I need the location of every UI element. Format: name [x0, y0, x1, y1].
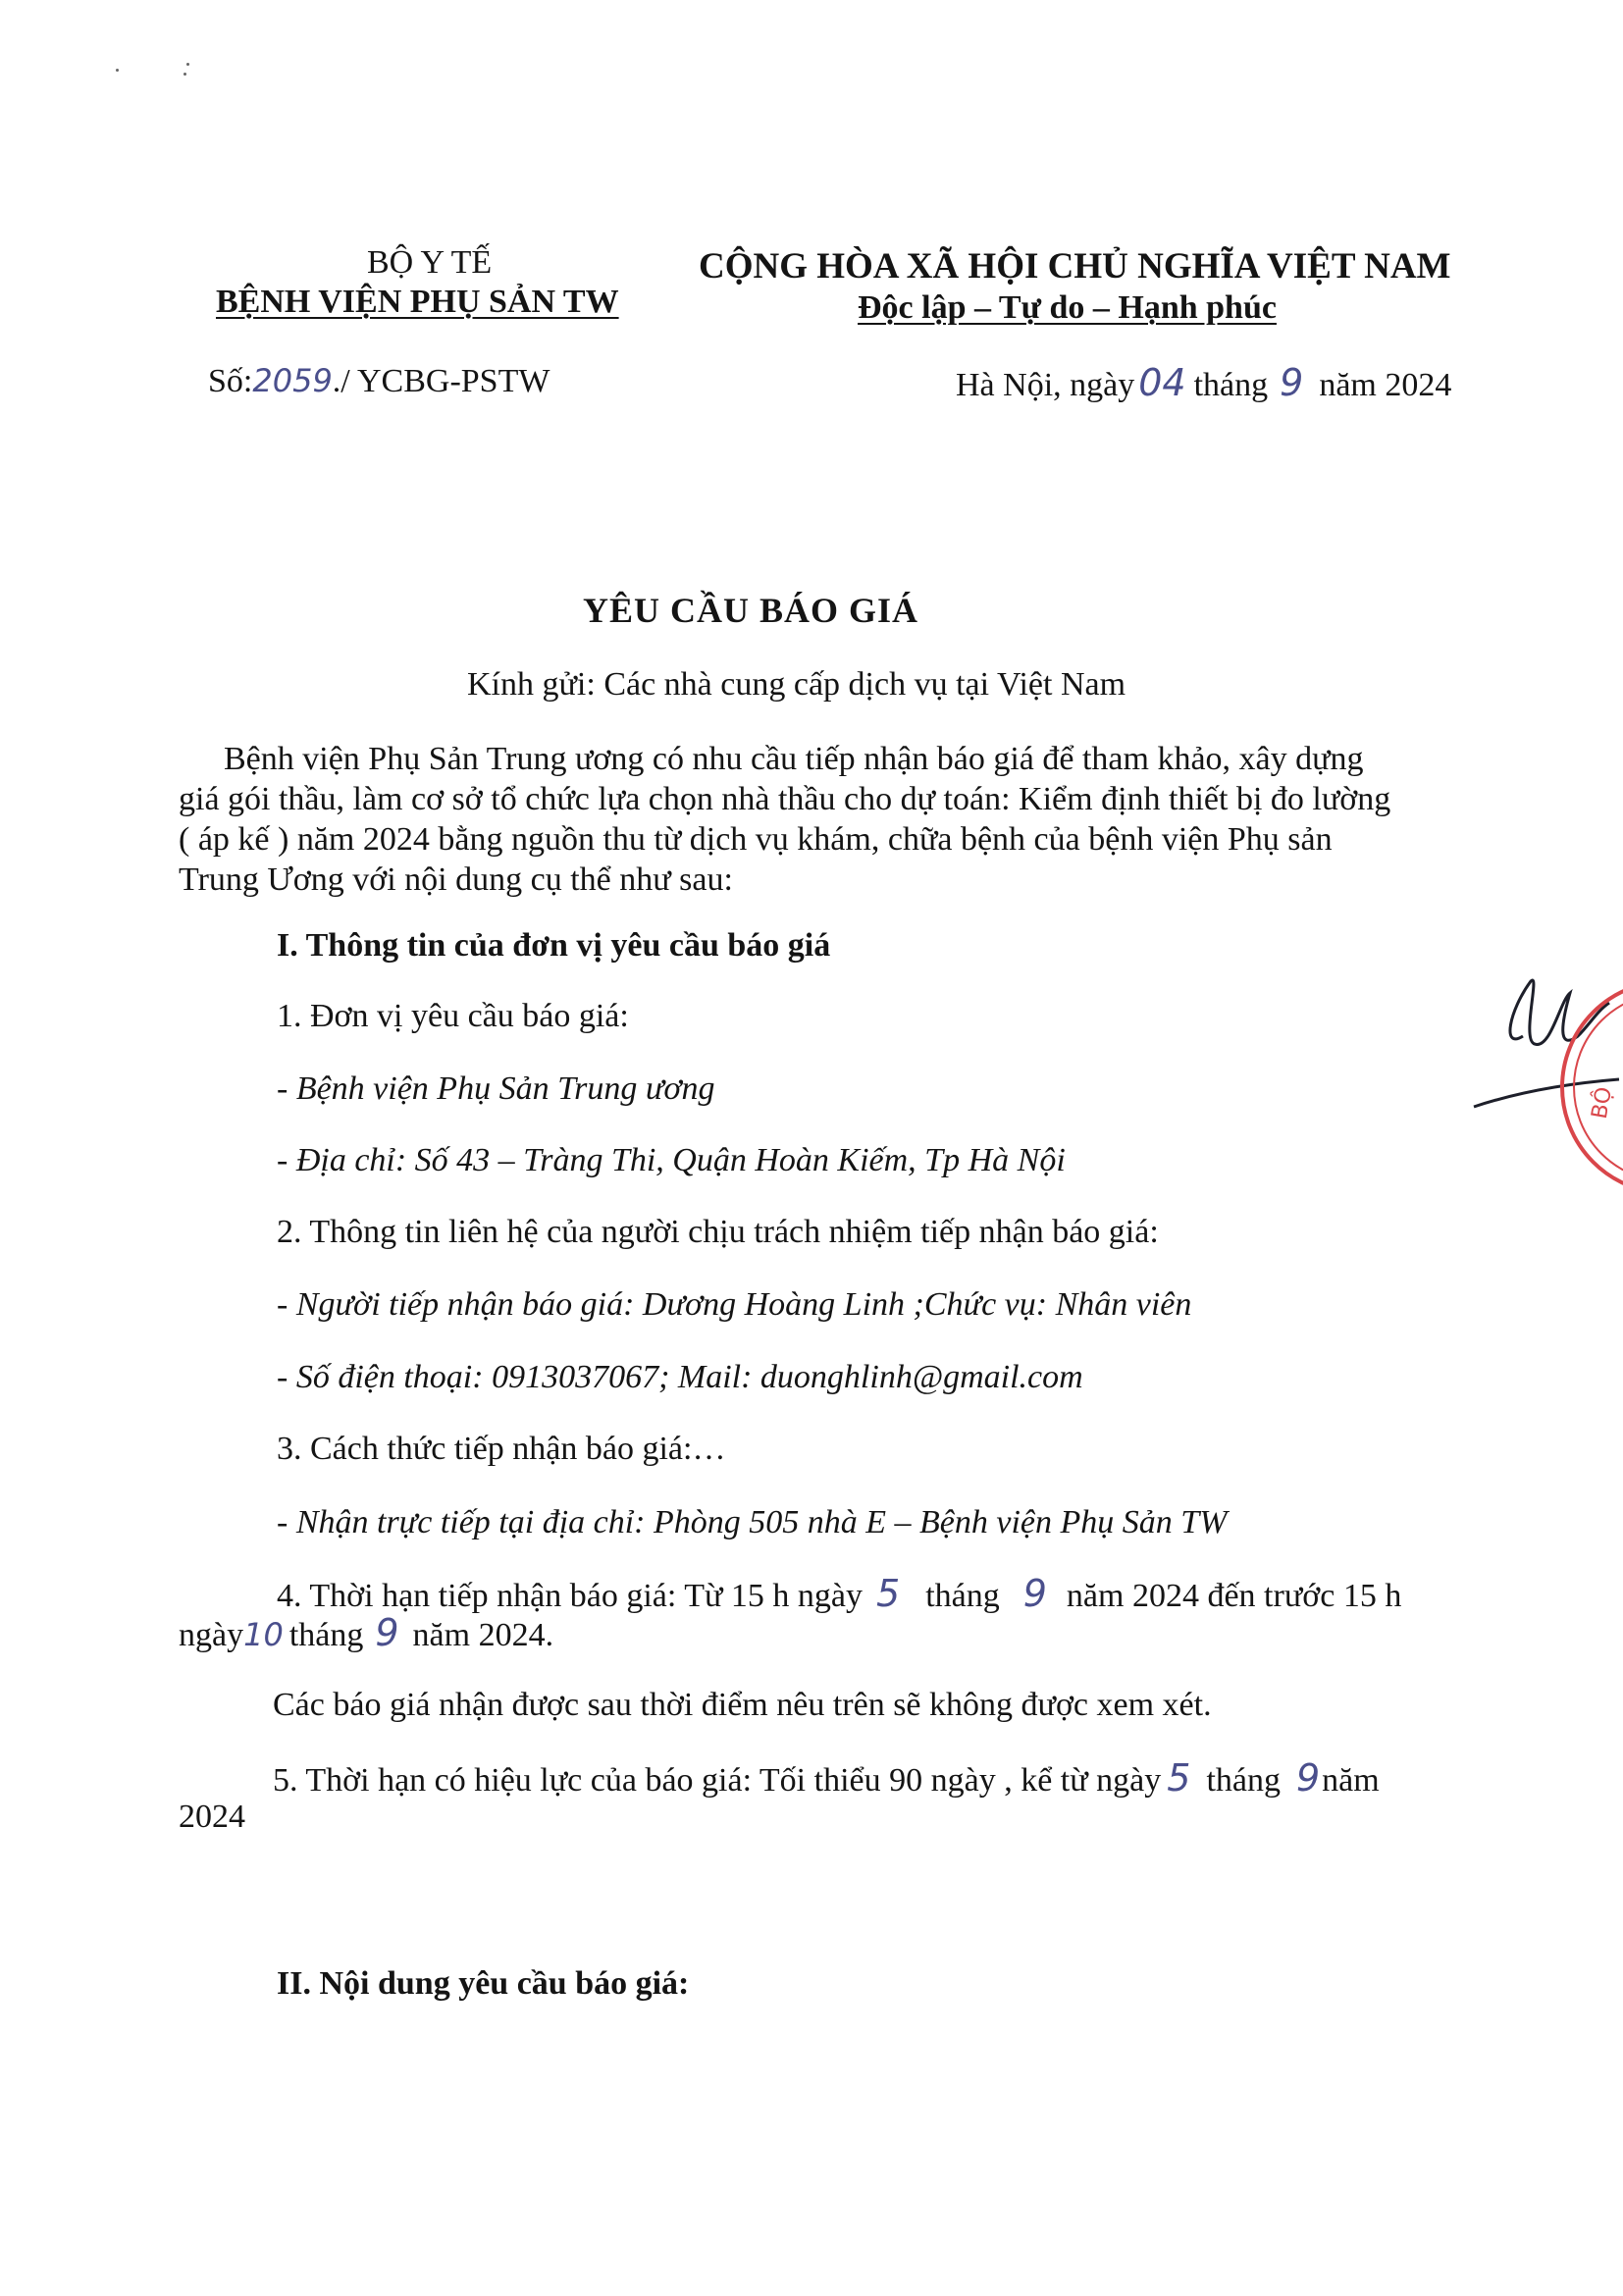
- item4-mid: năm 2024 đến trước 15 h: [1066, 1578, 1402, 1614]
- intro-line-2: giá gói thầu, làm cơ sở tổ chức lựa chọn nhà thầu cho dự toán: Kiểm định thiết bị đo lường: [179, 781, 1391, 817]
- nation-motto: Độc lập – Tự do – Hạnh phúc: [858, 289, 1277, 326]
- item5-line-1: [273, 1758, 1380, 1800]
- item3-method: - Nhận trực tiếp tại địa chỉ: Phòng 505 nhà E – Bệnh viện Phụ Sản TW: [277, 1504, 1228, 1540]
- item4-line-1: [277, 1574, 1401, 1616]
- hospital-name: BỆNH VIỆN PHỤ SẢN TW: [216, 284, 619, 320]
- scan-artifact: [116, 69, 119, 72]
- item1-label: 1. Đơn vị yêu cầu báo giá:: [277, 998, 629, 1034]
- section2-heading: II. Nội dung yêu cầu báo giá:: [277, 1965, 690, 2002]
- handwritten-day: 5: [876, 1572, 901, 1615]
- item2-person: - Người tiếp nhận báo giá: Dương Hoàng Linh ;Chức vụ: Nhân viên: [277, 1286, 1192, 1323]
- number-suffix: ./ YCBG-PSTW: [332, 363, 550, 399]
- item4-line2-suffix: năm 2024.: [412, 1617, 554, 1653]
- item4-month-label: tháng: [288, 1617, 364, 1653]
- item4-line2-prefix: ngày: [179, 1617, 244, 1653]
- intro-line-1: Bệnh viện Phụ Sản Trung ương có nhu cầu tiếp nhận báo giá để tham khảo, xây dựng: [224, 741, 1364, 777]
- item3-label: 3. Cách thức tiếp nhận báo giá:…: [277, 1431, 726, 1467]
- handwritten-day: 10: [243, 1616, 284, 1653]
- number-prefix: Số:: [208, 363, 253, 399]
- intro-line-3: ( áp kế ) năm 2024 bằng nguồn thu từ dịch vụ khám, chữa bệnh của bệnh viện Phụ sản: [179, 821, 1333, 858]
- handwritten-day: 04: [1138, 361, 1186, 404]
- item4-month-label: tháng: [925, 1578, 1000, 1614]
- handwritten-month: 9: [375, 1611, 399, 1654]
- date-month-label: tháng: [1193, 367, 1269, 403]
- document-title: YÊU CẦU BÁO GIÁ: [583, 591, 919, 630]
- item4-line-2: [179, 1613, 553, 1655]
- intro-line-4: Trung Ương với nội dung cụ thể như sau:: [179, 861, 733, 898]
- document-number: [208, 361, 550, 401]
- recipient-line: Kính gửi: Các nhà cung cấp dịch vụ tại Việt Nam: [467, 666, 1126, 703]
- item5-month-label: tháng: [1206, 1762, 1281, 1799]
- late-notice: Các báo giá nhận được sau thời điểm nêu trên sẽ không được xem xét.: [273, 1687, 1212, 1723]
- signature-stamp-mark: [1462, 942, 1623, 1226]
- date-year: năm 2024: [1319, 367, 1452, 403]
- item2-label: 2. Thông tin liên hệ của người chịu trách nhiệm tiếp nhận báo giá:: [277, 1214, 1159, 1250]
- handwritten-month: 9: [1280, 361, 1304, 404]
- handwritten-month: 9: [1295, 1756, 1321, 1800]
- ministry-name: BỘ Y TẾ: [367, 244, 493, 281]
- item1-hospital: - Bệnh viện Phụ Sản Trung ương: [277, 1070, 715, 1107]
- document-date: [956, 363, 1451, 405]
- date-prefix: Hà Nội, ngày: [956, 367, 1135, 403]
- handwritten-number: 2059: [252, 362, 333, 399]
- handwritten-day: 5: [1167, 1756, 1191, 1800]
- item2-phone: - Số điện thoại: 0913037067; Mail: duonghlinh@gmail.com: [277, 1359, 1083, 1395]
- item4-prefix: 4. Thời hạn tiếp nhận báo giá: Từ 15 h ngày: [277, 1578, 863, 1614]
- handwritten-month: 9: [1022, 1572, 1047, 1615]
- item5-year: 2024: [179, 1799, 245, 1835]
- nation-title: CỘNG HÒA XÃ HỘI CHỦ NGHĨA VIỆT NAM: [699, 246, 1451, 287]
- scan-artifact: [183, 73, 186, 76]
- stamp-letters: BỘ: [1587, 1085, 1618, 1122]
- scan-artifact: [186, 63, 189, 66]
- item5-prefix: 5. Thời hạn có hiệu lực của báo giá: Tối thiểu 90 ngày , kể từ ngày: [273, 1762, 1162, 1799]
- item1-address: - Địa chỉ: Số 43 – Tràng Thi, Quận Hoàn Kiếm, Tp Hà Nội: [277, 1142, 1066, 1178]
- section1-heading: I. Thông tin của đơn vị yêu cầu báo giá: [277, 927, 831, 964]
- item5-year-label: năm: [1322, 1762, 1380, 1799]
